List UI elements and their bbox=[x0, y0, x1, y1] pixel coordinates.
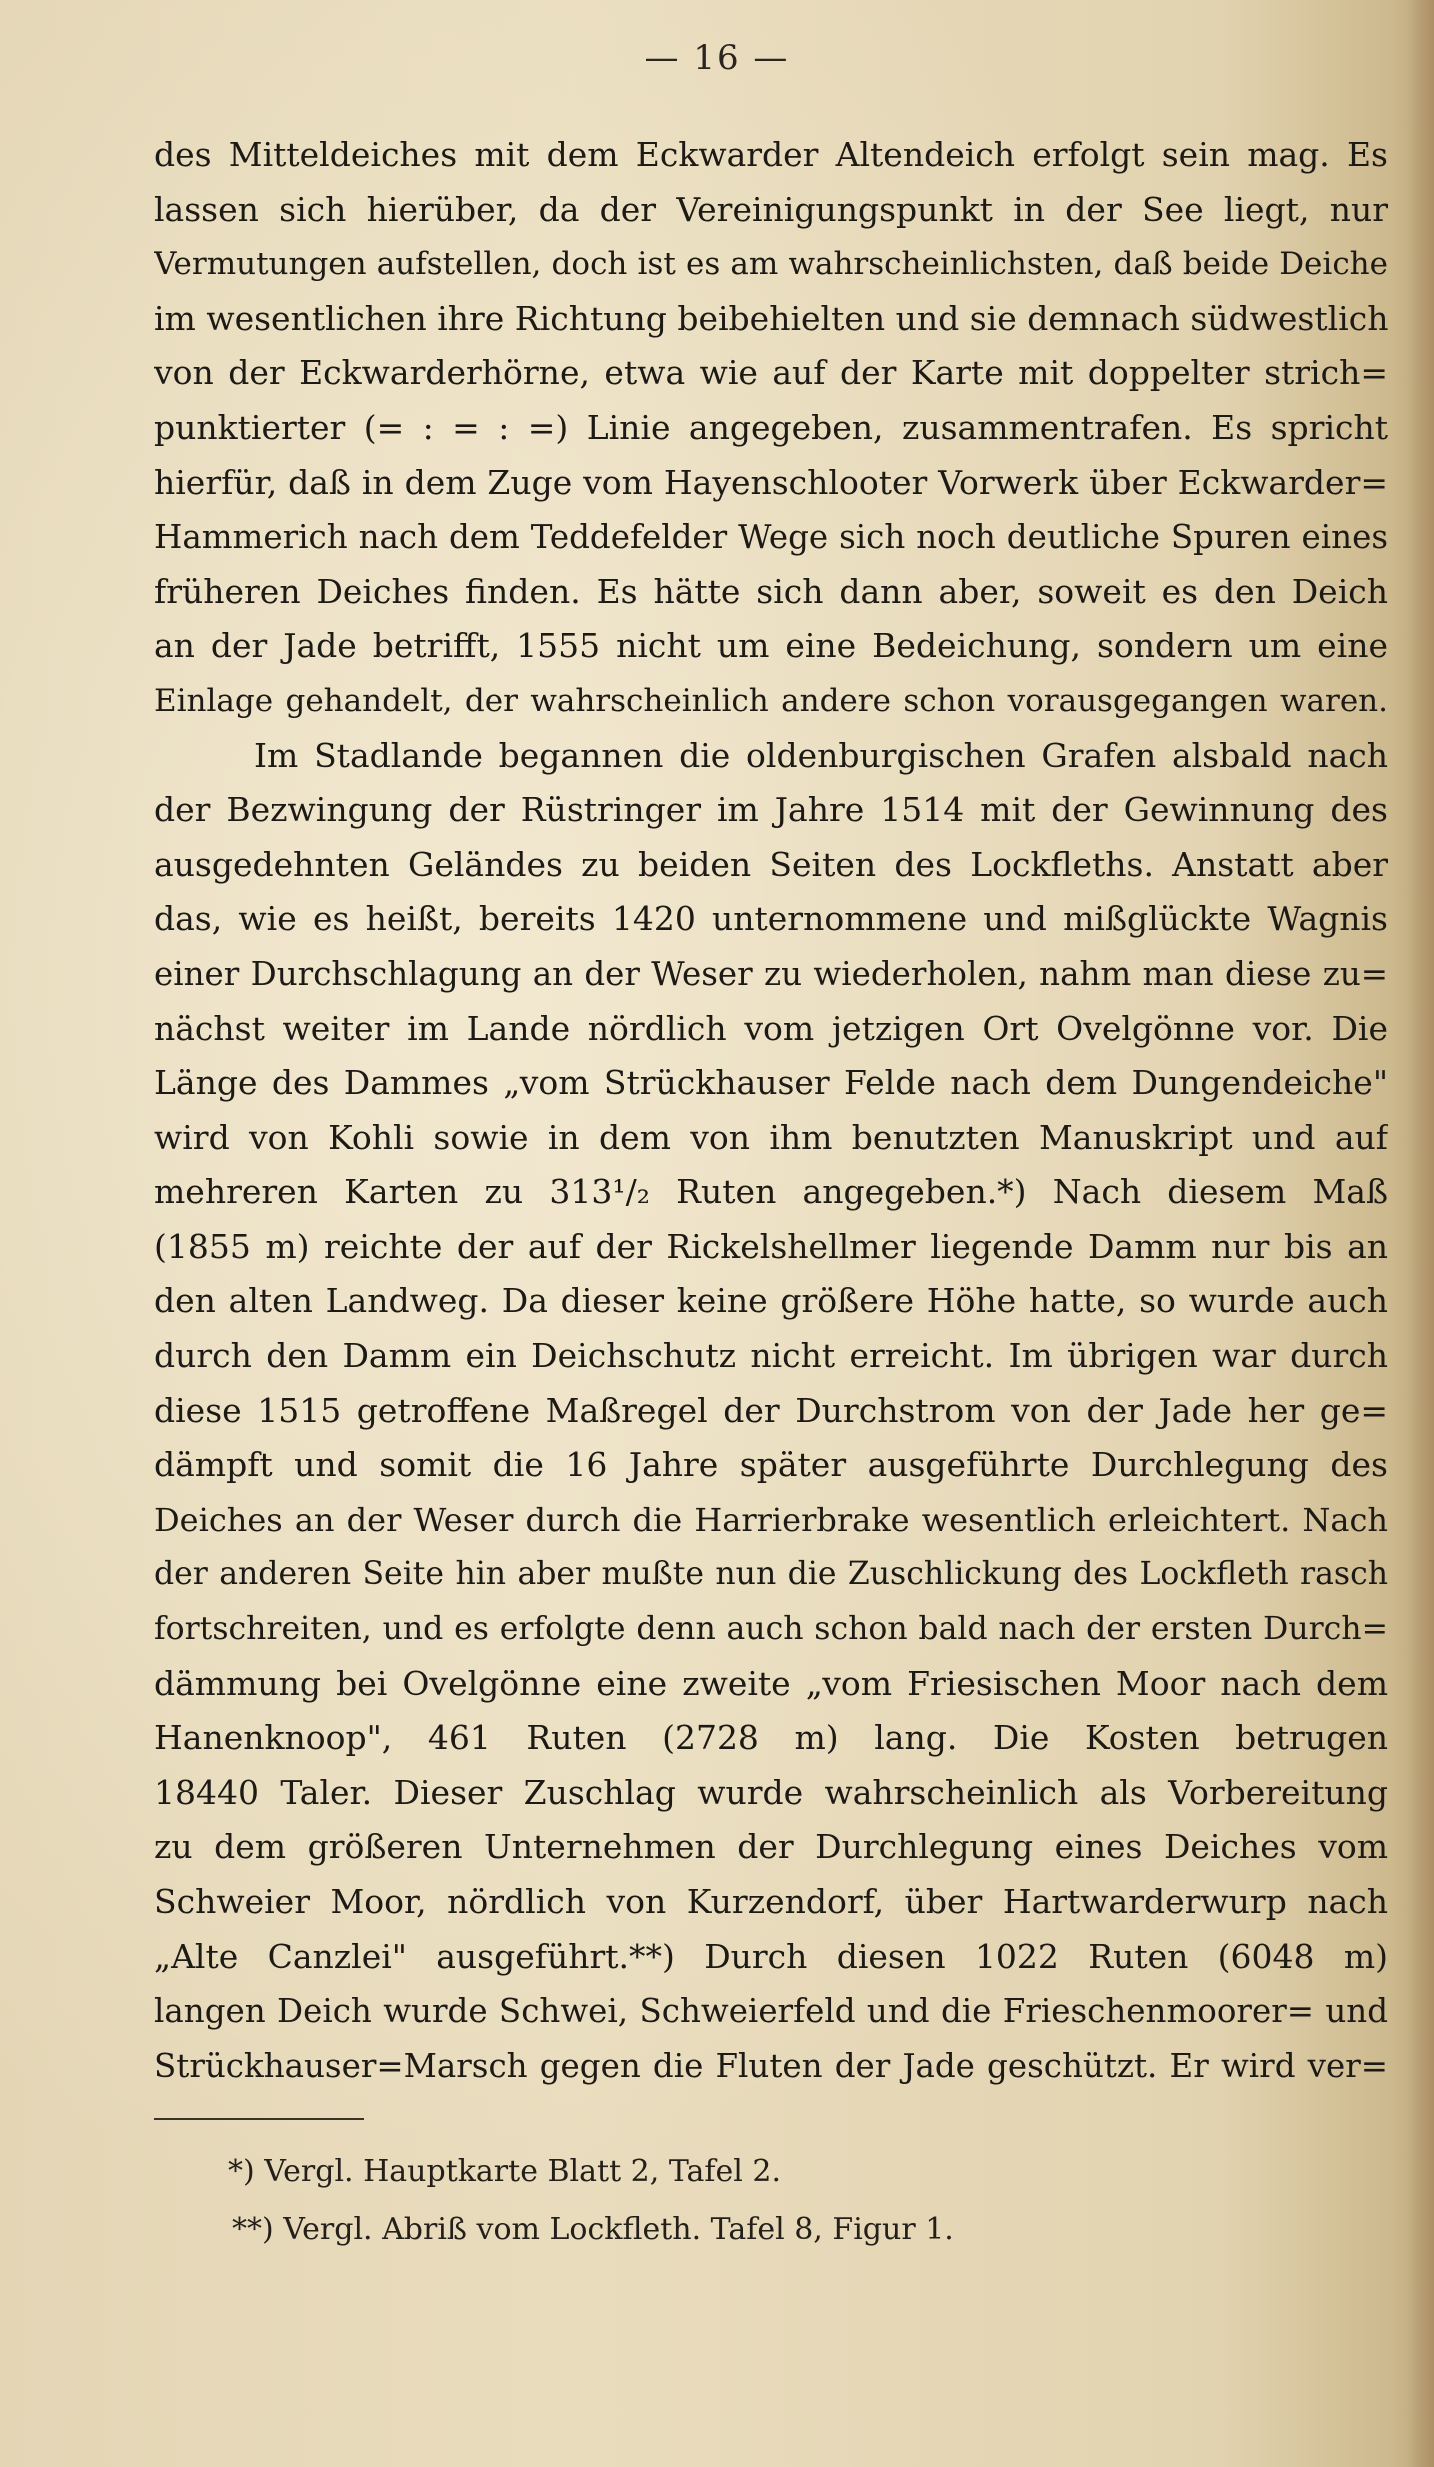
page-number: — 16 — bbox=[644, 38, 790, 78]
text-line: das, wie es heißt, bereits 1420 unternommene und mißglückte Wagnis bbox=[154, 899, 1388, 939]
text-line: zu dem größeren Unternehmen der Durchlegung eines Deiches vom bbox=[154, 1827, 1388, 1867]
text-line: lassen sich hierüber, da der Vereinigungspunkt in der See liegt, nur bbox=[154, 189, 1388, 229]
footnote-1: *) Vergl. Hauptkarte Blatt 2, Tafel 2. bbox=[228, 2154, 782, 2189]
text-line: fortschreiten, und es erfolgte denn auch schon bald nach der ersten Durch= bbox=[154, 1611, 1388, 1648]
text-line: (1855 m) reichte der auf der Rickelshellmer liegende Damm nur bis an bbox=[154, 1226, 1388, 1266]
text-line: Hammerich nach dem Teddefelder Wege sich noch deutliche Spuren eines bbox=[154, 518, 1388, 557]
text-line: dämpft und somit die 16 Jahre später ausgeführte Durchlegung des bbox=[154, 1445, 1388, 1485]
text-line: 18440 Taler. Dieser Zuschlag wurde wahrscheinlich als Vorbereitung bbox=[154, 1772, 1388, 1812]
text-line: an der Jade betrifft, 1555 nicht um eine Bedeichung, sondern um eine bbox=[154, 626, 1388, 666]
text-line: Deiches an der Weser durch die Harrierbrake wesentlich erleichtert. Nach bbox=[154, 1500, 1388, 1539]
text-line: langen Deich wurde Schwei, Schweierfeld und die Frieschenmoorer= und bbox=[154, 1992, 1388, 2031]
text-line: durch den Damm ein Deichschutz nicht erreicht. Im übrigen war durch bbox=[154, 1336, 1388, 1376]
text-line: Vermutungen aufstellen, doch ist es am wahrscheinlichsten, daß beide Deiche bbox=[154, 246, 1388, 283]
footnote-divider bbox=[154, 2118, 364, 2120]
text-line: Einlage gehandelt, der wahrscheinlich andere schon vorausgegangen waren. bbox=[154, 682, 1388, 719]
paragraph-1 bbox=[154, 128, 1388, 729]
text-line: Strückhauser=Marsch gegen die Fluten der Jade geschützt. Er wird ver= bbox=[154, 2046, 1388, 2085]
text-line: der Bezwingung der Rüstringer im Jahre 1514 mit der Gewinnung des bbox=[154, 790, 1388, 830]
text-line: mehreren Karten zu 313¹/₂ Ruten angegeben.*) Nach diesem Maß bbox=[154, 1172, 1388, 1212]
text-line: der anderen Seite hin aber mußte nun die Zuschlickung des Lockfleth rasch bbox=[154, 1556, 1388, 1593]
text-line: den alten Landweg. Da dieser keine größere Höhe hatte, so wurde auch bbox=[154, 1281, 1388, 1321]
text-line: des Mitteldeiches mit dem Eckwarder Altendeich erfolgt sein mag. Es bbox=[154, 135, 1388, 174]
text-line: im wesentlichen ihre Richtung beibehielten und sie demnach südwestlich bbox=[154, 298, 1388, 338]
text-line: ausgedehnten Geländes zu beiden Seiten des Lockfleths. Anstatt aber bbox=[154, 844, 1388, 884]
text-line: nächst weiter im Lande nördlich vom jetzigen Ort Ovelgönne vor. Die bbox=[154, 1008, 1388, 1048]
text-line: von der Eckwarderhörne, etwa wie auf der Karte mit doppelter strich= bbox=[154, 353, 1388, 393]
text-line: punktierter (= : = : =) Linie angegeben, zusammentrafen. Es spricht bbox=[154, 407, 1388, 447]
text-line: früheren Deiches finden. Es hätte sich dann aber, soweit es den Deich bbox=[154, 571, 1388, 611]
text-line: dämmung bei Ovelgönne eine zweite „vom Friesischen Moor nach dem bbox=[154, 1663, 1388, 1703]
text-line: hierfür, daß in dem Zuge vom Hayenschlooter Vorwerk über Eckwarder= bbox=[154, 462, 1388, 502]
text-line: Schweier Moor, nördlich von Kurzendorf, über Hartwarderwurp nach bbox=[154, 1882, 1388, 1921]
body-text bbox=[154, 128, 1388, 2093]
text-line: Im Stadlande begannen die oldenburgischen Grafen alsbald nach bbox=[254, 735, 1388, 775]
text-line: diese 1515 getroffene Maßregel der Durchstrom von der Jade her ge= bbox=[154, 1390, 1388, 1430]
text-line: Hanenknoop", 461 Ruten (2728 m) lang. Die Kosten betrugen bbox=[154, 1718, 1388, 1758]
text-line: „Alte Canzlei" ausgeführt.**) Durch diesen 1022 Ruten (6048 m) bbox=[154, 1936, 1388, 1976]
footnote-2: **) Vergl. Abriß vom Lockfleth. Tafel 8, Figur 1. bbox=[232, 2212, 954, 2247]
text-line: einer Durchschlagung an der Weser zu wiederholen, nahm man diese zu= bbox=[154, 954, 1388, 993]
page-edge-shadow bbox=[1408, 0, 1434, 2467]
paragraph-2 bbox=[154, 729, 1388, 2094]
text-line: Länge des Dammes „vom Strückhauser Felde nach dem Dungendeiche" bbox=[154, 1063, 1388, 1103]
text-line: wird von Kohli sowie in dem von ihm benutzten Manuskript und auf bbox=[154, 1117, 1388, 1157]
